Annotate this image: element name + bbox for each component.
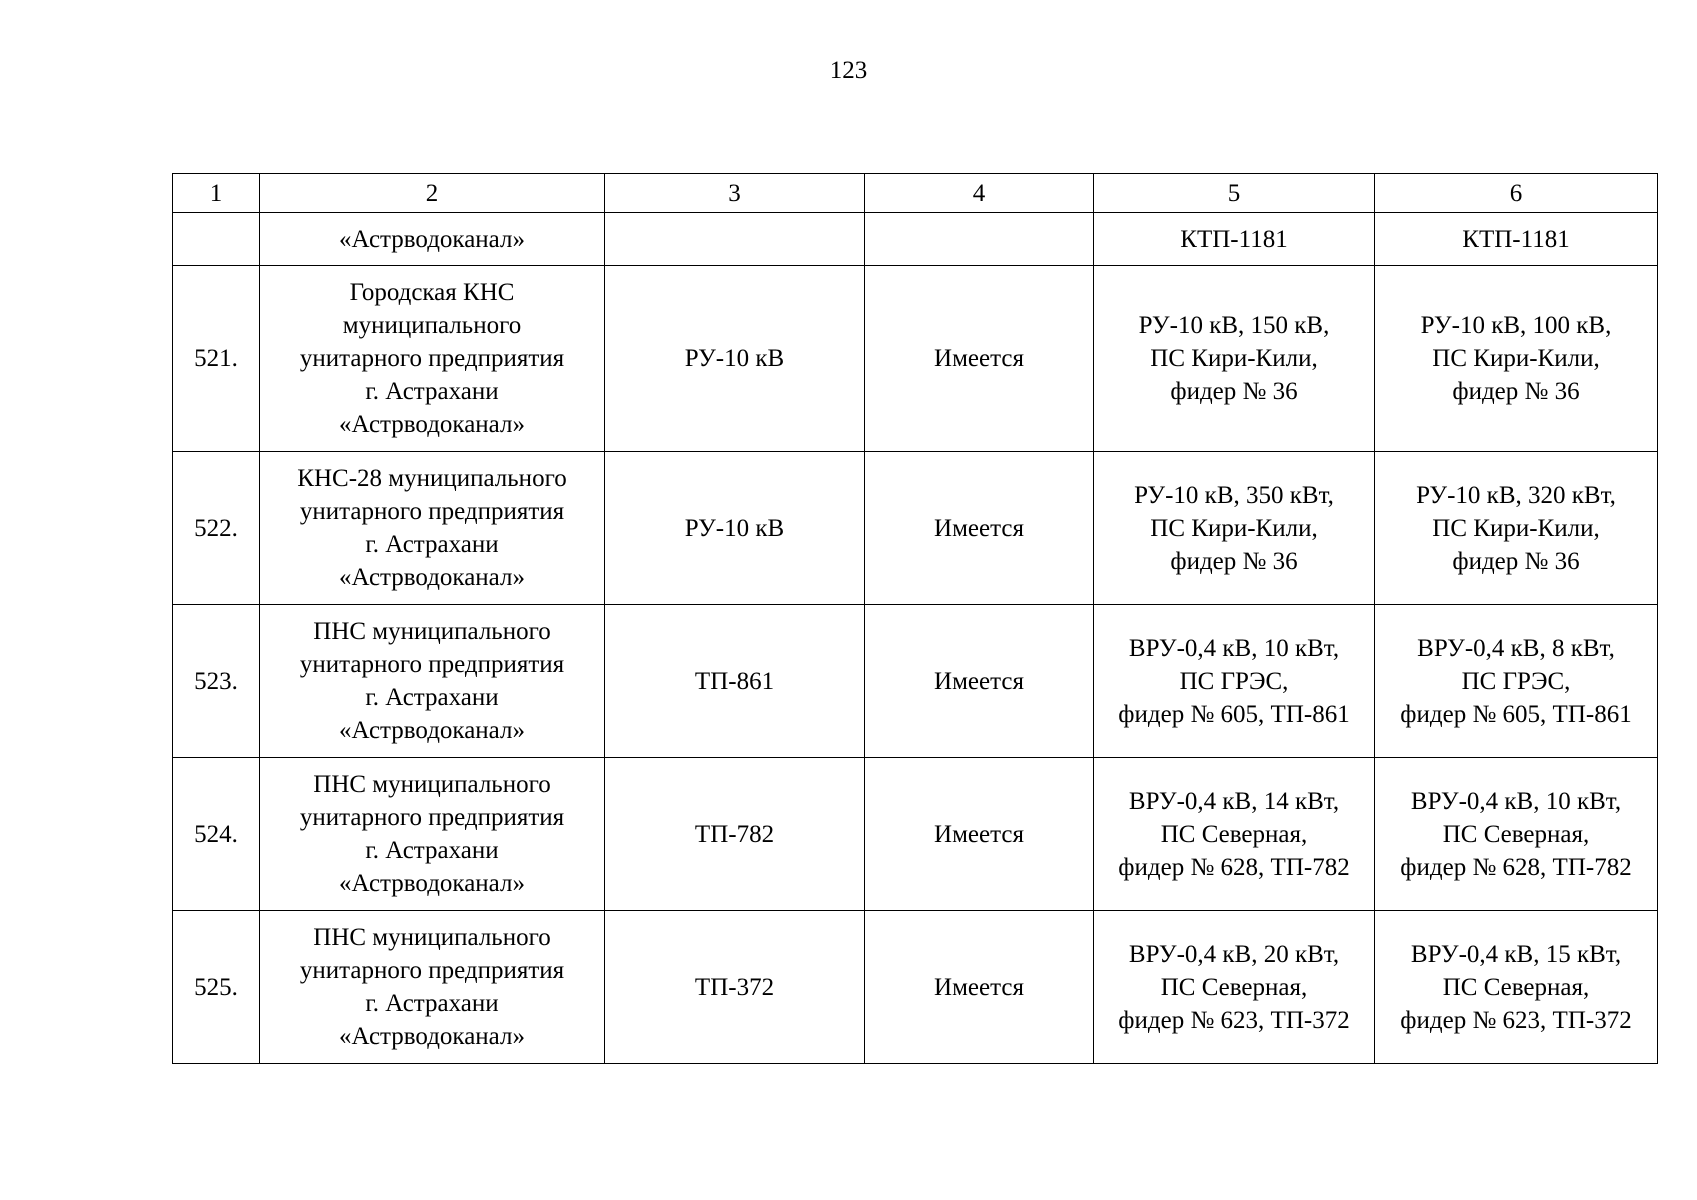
cell-status <box>865 213 1094 266</box>
cell-source: РУ-10 кВ <box>605 266 865 452</box>
cell-number <box>173 213 260 266</box>
cell-name: ПНС муниципального унитарного предприятия г. Астрахани «Астрводоканал» <box>260 911 605 1064</box>
cell-col6: КТП-1181 <box>1375 213 1658 266</box>
column-number-row <box>173 174 1658 213</box>
cell-col5: РУ-10 кВ, 150 кВ, ПС Кири-Кили, фидер № 36 <box>1094 266 1375 452</box>
cell-status: Имеется <box>865 452 1094 605</box>
table-row <box>173 605 1658 758</box>
cell-col6: ВРУ-0,4 кВ, 8 кВт, ПС ГРЭС, фидер № 605, ТП-861 <box>1375 605 1658 758</box>
cell-status: Имеется <box>865 605 1094 758</box>
cell-col6: РУ-10 кВ, 320 кВт, ПС Кири-Кили, фидер № 36 <box>1375 452 1658 605</box>
table-row <box>173 266 1658 452</box>
data-table <box>172 173 1658 1064</box>
cell-name: «Астрводоканал» <box>260 213 605 266</box>
cell-col5: ВРУ-0,4 кВ, 20 кВт, ПС Северная, фидер № 623, ТП-372 <box>1094 911 1375 1064</box>
cell-source: ТП-372 <box>605 911 865 1064</box>
cell-name: ПНС муниципального унитарного предприятия г. Астрахани «Астрводоканал» <box>260 605 605 758</box>
cell-name: ПНС муниципального унитарного предприятия г. Астрахани «Астрводоканал» <box>260 758 605 911</box>
cell-col5: КТП-1181 <box>1094 213 1375 266</box>
cell-source: РУ-10 кВ <box>605 452 865 605</box>
cell-status: Имеется <box>865 911 1094 1064</box>
column-header-2: 2 <box>260 174 605 213</box>
column-header-5: 5 <box>1094 174 1375 213</box>
table-row <box>173 452 1658 605</box>
page-number: 123 <box>829 57 868 84</box>
continuation-row <box>173 213 1658 266</box>
cell-name: КНС-28 муниципального унитарного предприятия г. Астрахани «Астрводоканал» <box>260 452 605 605</box>
column-header-4: 4 <box>865 174 1094 213</box>
cell-col5: РУ-10 кВ, 350 кВт, ПС Кири-Кили, фидер № 36 <box>1094 452 1375 605</box>
cell-col6: ВРУ-0,4 кВ, 15 кВт, ПС Северная, фидер № 623, ТП-372 <box>1375 911 1658 1064</box>
cell-status: Имеется <box>865 266 1094 452</box>
table-row <box>173 758 1658 911</box>
cell-number: 521. <box>173 266 260 452</box>
cell-col6: РУ-10 кВ, 100 кВ, ПС Кири-Кили, фидер № 36 <box>1375 266 1658 452</box>
cell-number: 522. <box>173 452 260 605</box>
cell-source: ТП-782 <box>605 758 865 911</box>
column-header-6: 6 <box>1375 174 1658 213</box>
cell-status: Имеется <box>865 758 1094 911</box>
cell-col5: ВРУ-0,4 кВ, 10 кВт, ПС ГРЭС, фидер № 605, ТП-861 <box>1094 605 1375 758</box>
cell-number: 523. <box>173 605 260 758</box>
table-row <box>173 911 1658 1064</box>
cell-col6: ВРУ-0,4 кВ, 10 кВт, ПС Северная, фидер № 628, ТП-782 <box>1375 758 1658 911</box>
cell-number: 524. <box>173 758 260 911</box>
cell-name: Городская КНС муниципального унитарного предприятия г. Астрахани «Астрводоканал» <box>260 266 605 452</box>
cell-source: ТП-861 <box>605 605 865 758</box>
cell-col5: ВРУ-0,4 кВ, 14 кВт, ПС Северная, фидер № 628, ТП-782 <box>1094 758 1375 911</box>
column-header-1: 1 <box>173 174 260 213</box>
column-header-3: 3 <box>605 174 865 213</box>
cell-source <box>605 213 865 266</box>
cell-number: 525. <box>173 911 260 1064</box>
